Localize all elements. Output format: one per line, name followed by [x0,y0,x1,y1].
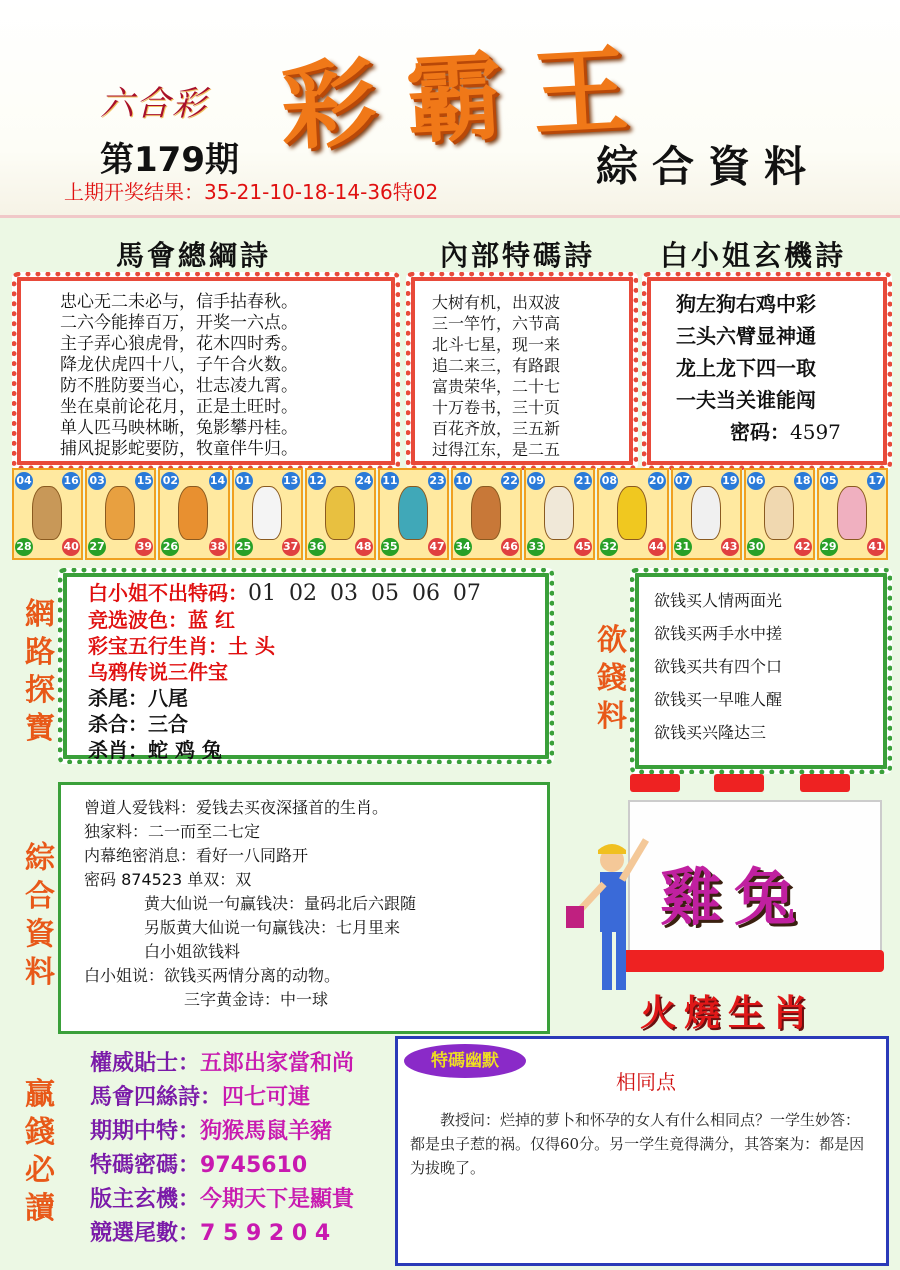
wanglu-label-char: 寶 [25,711,55,746]
poem2-line: 北斗七星，现一来 [432,335,561,354]
zodiac-number: 48 [355,538,373,556]
yingqian-label-char: 必 [25,1153,55,1188]
zodiac-card [451,468,522,560]
qianliao-line: 欲钱买两手水中搓 [654,624,783,643]
zodiac-card [744,468,815,560]
liuhecai-logo: 六合彩 [100,84,208,124]
zodiac-number: 04 [15,472,33,490]
zodiac-card [232,468,303,560]
poem1-line: 单人匹马映林晰，兔影攀丹桂。 [60,418,298,438]
poem2-title: 內部特碼詩 [440,239,596,272]
no-special-label: 白小姐不出特码： [88,581,248,605]
zodiac-number: 44 [648,538,666,556]
zonghe-line: 黄大仙说一句赢钱决：量码北后六跟随 [144,894,417,913]
lamp-3 [800,774,850,792]
poem3-line: 狗左狗右鸡中彩 [676,292,816,316]
fire-zodiac: 火燒生肖 [640,992,817,1034]
issue-number: 第179期 [100,140,239,180]
zonghe-label-char: 綜 [25,841,55,876]
chef-words: 雞兔 [660,861,809,934]
yingqian-value: 今期天下是顯貴 [200,1187,355,1212]
poem3-code-label: 密码： [730,420,790,444]
zodiac-animal-icon [398,486,428,540]
zonghe-line: 曾道人爱钱料：爱钱去买夜深搔首的生肖。 [84,798,389,817]
zodiac-animal-icon [617,486,647,540]
yingqian-label-char: 錢 [25,1115,55,1150]
poem1-title: 馬會總綱詩 [116,239,272,272]
poem3-line: 龙上龙下四一取 [676,356,816,380]
zonghe-label-char: 合 [25,879,55,914]
poem2-lines [432,292,560,460]
yingqian-list [90,1046,354,1250]
zodiac-number: 47 [428,538,446,556]
zodiac-number: 02 [161,472,179,490]
zonghe-line: 三字黄金诗：中一球 [184,990,329,1009]
poem1-line: 二六今能捧百万，开奖一六点。 [60,313,298,333]
yingqian-key: 版主玄機： [90,1187,201,1212]
zodiac-number: 14 [209,472,227,490]
zodiac-number: 28 [15,538,33,556]
five-elements: 彩宝五行生肖：土 头 [88,634,275,658]
zodiac-card [85,468,156,560]
kill-combine: 杀合：三合 [88,712,188,736]
joke-badge: 特碼幽默 [404,1044,526,1078]
poem2-line: 十万卷书，三十页 [432,398,561,417]
qianliao-label-char: 錢 [597,661,627,696]
zodiac-number: 05 [820,472,838,490]
poem2-line: 追二来三，有路跟 [432,356,561,375]
kill-tail: 杀尾：八尾 [88,686,188,710]
zodiac-animal-icon [837,486,867,540]
zodiac-number: 31 [674,538,692,556]
yingqian-label-char: 讀 [25,1191,55,1226]
last-result: 上期开奖结果：35-21-10-18-14-36特02 [64,180,439,204]
qianliao-line: 欲钱买一早唯人醒 [654,690,783,709]
yingqian-row [90,1182,354,1216]
poem1-line: 坐在桌前论花月，正是土旺时。 [60,397,298,417]
zodiac-card [524,468,595,560]
poem3-title: 白小姐玄機詩 [660,239,847,272]
zodiac-number: 41 [867,538,885,556]
zodiac-number: 45 [574,538,592,556]
zodiac-number: 32 [600,538,618,556]
lamp-1 [630,774,680,792]
yingqian-value: 四七可連 [222,1085,311,1110]
joke-body: 教授问：烂掉的萝卜和怀孕的女人有什么相同点？一学生妙答：都是虫子惹的祸。仅得60分。另一学生竟得满分，其答案为：都是因为拔晚了。 [410,1111,865,1177]
poem2-line: 百花齐放，三五新 [432,419,561,438]
zonghe-label-char: 資 [25,917,55,952]
yingqian-row [90,1114,354,1148]
zodiac-animal-icon [544,486,574,540]
poem3-lines [676,288,816,416]
zodiac-number: 13 [282,472,300,490]
yingqian-key: 馬會四絲詩： [90,1085,223,1110]
crow-legend: 乌鸦传说三件宝 [88,660,228,684]
poem2-line: 大树有机，出双波 [432,293,561,312]
zodiac-card [671,468,742,560]
qianliao-label [592,622,632,736]
zodiac-number: 46 [501,538,519,556]
poem3-line: 一夫当关谁能闯 [676,388,816,412]
zodiac-animal-icon [178,486,208,540]
yingqian-value: 狗猴馬鼠羊豬 [200,1119,333,1144]
poem1-line: 降龙伏虎四十八，子午合火数。 [60,355,298,375]
zodiac-number: 07 [674,472,692,490]
poem2-line: 富贵荣华，二十七 [432,377,561,396]
zodiac-card [12,468,83,560]
qianliao-line: 欲钱买兴隆达三 [654,723,767,742]
zodiac-number: 39 [135,538,153,556]
wanglu-label-char: 路 [25,635,55,670]
yingqian-row [90,1216,354,1250]
lamp-2 [714,774,764,792]
qianliao-line: 欲钱买共有四个口 [654,657,783,676]
painter-figure [560,820,656,1000]
zodiac-animal-icon [252,486,282,540]
zodiac-number: 03 [88,472,106,490]
zodiac-number: 37 [282,538,300,556]
zodiac-number: 34 [454,538,472,556]
poem3-code-value: 4597 [790,420,841,444]
poem2-line: 三一竿竹，六节高 [432,314,561,333]
wanglu-label-char: 網 [25,597,55,632]
zodiac-number: 15 [135,472,153,490]
zodiac-animal-icon [691,486,721,540]
zodiac-number: 19 [721,472,739,490]
chef-board-base [622,950,884,972]
zodiac-number: 33 [527,538,545,556]
zodiac-number: 01 [235,472,253,490]
poem1-line: 防不胜防要当心，壮志凌九霄。 [60,376,298,396]
qianliao-label-char: 欲 [597,623,627,658]
zodiac-number: 35 [381,538,399,556]
poem1-line: 主子弄心狼虎骨，花木四时秀。 [60,334,298,354]
no-special-value: 01 02 03 05 06 07 [248,581,481,606]
yingqian-key: 競選尾數： [90,1221,201,1246]
zonghe-line: 另版黄大仙说一句赢钱决：七月里来 [144,918,401,937]
joke-title: 相同点 [616,1070,676,1094]
zodiac-number: 36 [308,538,326,556]
zodiac-card [158,468,229,560]
zodiac-card [305,468,376,560]
yingqian-row [90,1148,354,1182]
wanglu-label [20,596,60,748]
zodiac-number: 30 [747,538,765,556]
yingqian-value: 7 5 9 2 0 4 [200,1221,331,1246]
yingqian-key: 期期中特： [90,1119,201,1144]
zodiac-number: 10 [454,472,472,490]
zodiac-number: 18 [794,472,812,490]
yingqian-key: 權威貼士： [90,1051,201,1076]
zodiac-number: 40 [62,538,80,556]
zodiac-number: 09 [527,472,545,490]
yingqian-value: 五郎出家當和尚 [200,1051,355,1076]
wanglu-content [88,580,481,763]
zodiac-number: 24 [355,472,373,490]
poem1-lines [60,292,298,460]
zodiac-number: 11 [381,472,399,490]
zodiac-animal-icon [471,486,501,540]
qianliao-lines [654,584,782,749]
zodiac-animal-icon [32,486,62,540]
zonghe-line: 独家料：二一而至二七定 [84,822,261,841]
zodiac-card [378,468,449,560]
zodiac-number: 26 [161,538,179,556]
zodiac-strip [12,468,888,560]
zodiac-number: 08 [600,472,618,490]
qianliao-line: 欲钱买人情两面光 [654,591,783,610]
poem3-line: 三头六臂显神通 [676,324,816,348]
zonghe-line: 密码 874523 单双：双 [84,870,252,889]
yingqian-label-char: 贏 [25,1077,55,1112]
yingqian-row [90,1080,354,1114]
zodiac-animal-icon [105,486,135,540]
yingqian-label [20,1076,60,1228]
zodiac-number: 42 [794,538,812,556]
poem3-code [730,416,841,445]
zonghe-label [20,840,60,992]
qianliao-label-char: 料 [597,699,627,734]
zonghe-line: 白小姐说：欲钱买两情分离的动物。 [84,966,341,985]
page-title: 彩霸王 [277,31,662,164]
zodiac-number: 43 [721,538,739,556]
zodiac-card [817,468,888,560]
zodiac-number: 27 [88,538,106,556]
zodiac-number: 25 [235,538,253,556]
zodiac-animal-icon [325,486,355,540]
zodiac-number: 12 [308,472,326,490]
zodiac-number: 21 [574,472,592,490]
yingqian-row [90,1046,354,1080]
yingqian-key: 特碼密碼： [90,1153,201,1178]
zodiac-number: 38 [209,538,227,556]
poem2-line: 过得江东，是二五 [432,440,561,459]
wave-color: 竞选波色：蓝 红 [88,608,235,632]
zodiac-number: 22 [501,472,519,490]
zodiac-number: 20 [648,472,666,490]
kill-zodiac: 杀肖：蛇 鸡 兔 [88,738,222,762]
poem1-line: 忠心无二未必与，信手拈春秋。 [60,292,298,312]
zodiac-card [597,468,668,560]
yingqian-value: 9745610 [200,1153,308,1178]
zonghe-line: 内幕绝密消息：看好一八同路开 [84,846,309,865]
zonghe-lines [84,796,416,1012]
page-subtitle: 綜合資料 [596,142,821,191]
zodiac-number: 16 [62,472,80,490]
zodiac-number: 17 [867,472,885,490]
zodiac-number: 06 [747,472,765,490]
zodiac-number: 23 [428,472,446,490]
poem1-line: 捕风捉影蛇要防，牧童伴牛归。 [60,439,298,459]
zodiac-number: 29 [820,538,838,556]
zodiac-animal-icon [764,486,794,540]
zonghe-line: 白小姐欲钱料 [144,942,241,961]
wanglu-label-char: 探 [25,673,55,708]
zonghe-label-char: 料 [25,955,55,990]
